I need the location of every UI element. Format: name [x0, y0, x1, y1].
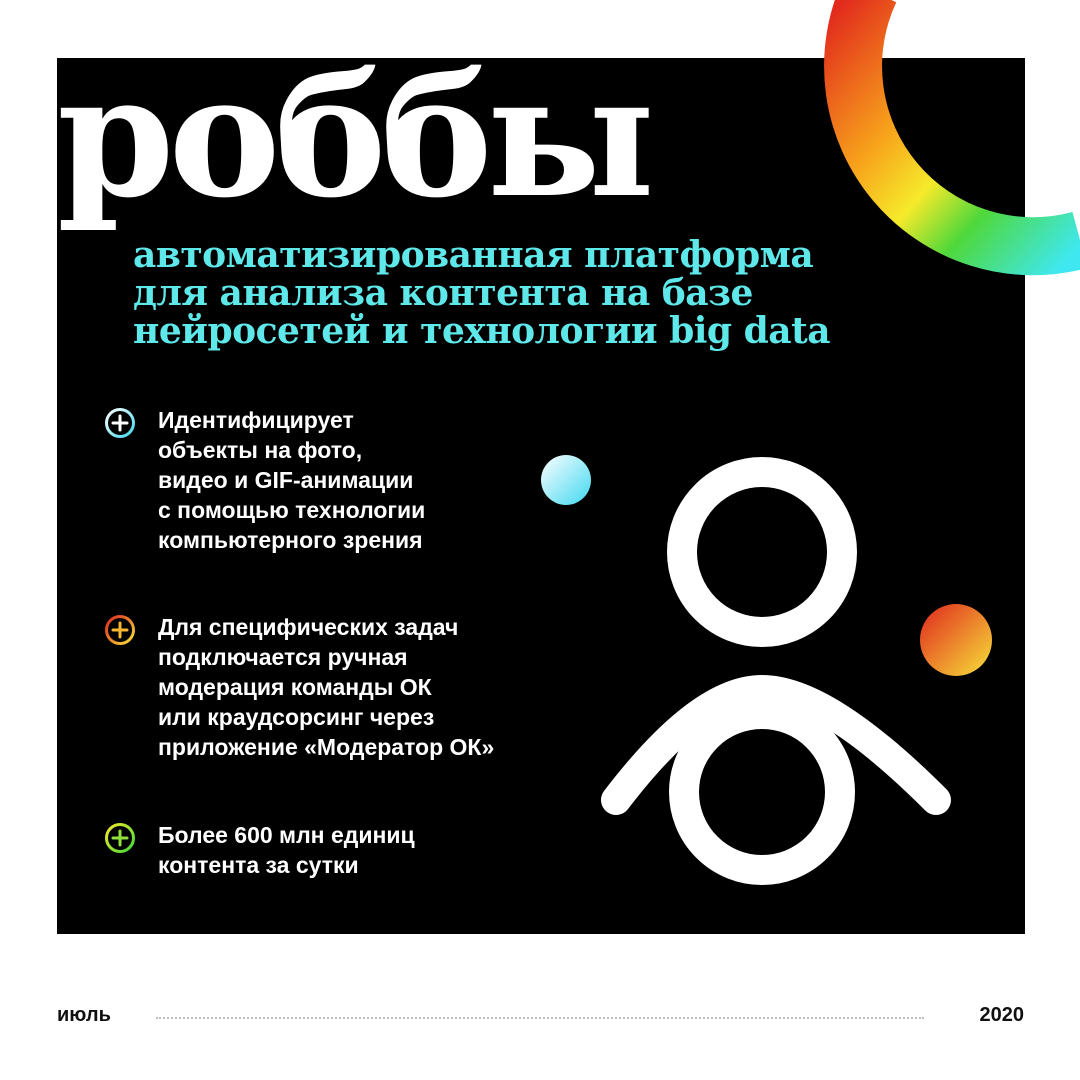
plus-circle-icon: [104, 614, 136, 646]
feature-1-line: с помощью технологии: [158, 497, 426, 523]
subtitle: [133, 236, 893, 350]
footer-year: 2020: [979, 1004, 1024, 1026]
feature-2-line: Для специфических задач: [158, 614, 459, 640]
footer-divider: [156, 1017, 924, 1019]
feature-3-line: контента за сутки: [158, 852, 359, 878]
feature-2-line: модерация команды ОК: [158, 674, 432, 700]
subtitle-line-3: нейросетей и технологии big data: [133, 310, 831, 352]
feature-text-1: [158, 405, 598, 555]
footer-month: июль: [57, 1004, 111, 1026]
feature-2-line: или краудсорсинг через: [158, 704, 435, 730]
feature-3-line: Более 600 млн единиц: [158, 822, 415, 848]
subtitle-line-1: автоматизированная платформа: [133, 234, 814, 276]
feature-1-line: компьютерного зрения: [158, 527, 423, 553]
subtitle-line-2: для анализа контента на базе: [133, 272, 753, 314]
brand-title: роббы: [57, 37, 650, 235]
feature-text-3: [158, 820, 598, 880]
feature-1-line: объекты на фото,: [158, 437, 363, 463]
feature-2-line: приложение «Модератор ОК»: [158, 734, 495, 760]
feature-1-line: Идентифицирует: [158, 407, 354, 433]
feature-text-2: [158, 612, 598, 762]
plus-circle-icon: [104, 407, 136, 439]
feature-2-line: подключается ручная: [158, 644, 408, 670]
plus-circle-icon: [104, 822, 136, 854]
feature-1-line: видео и GIF-анимации: [158, 467, 414, 493]
